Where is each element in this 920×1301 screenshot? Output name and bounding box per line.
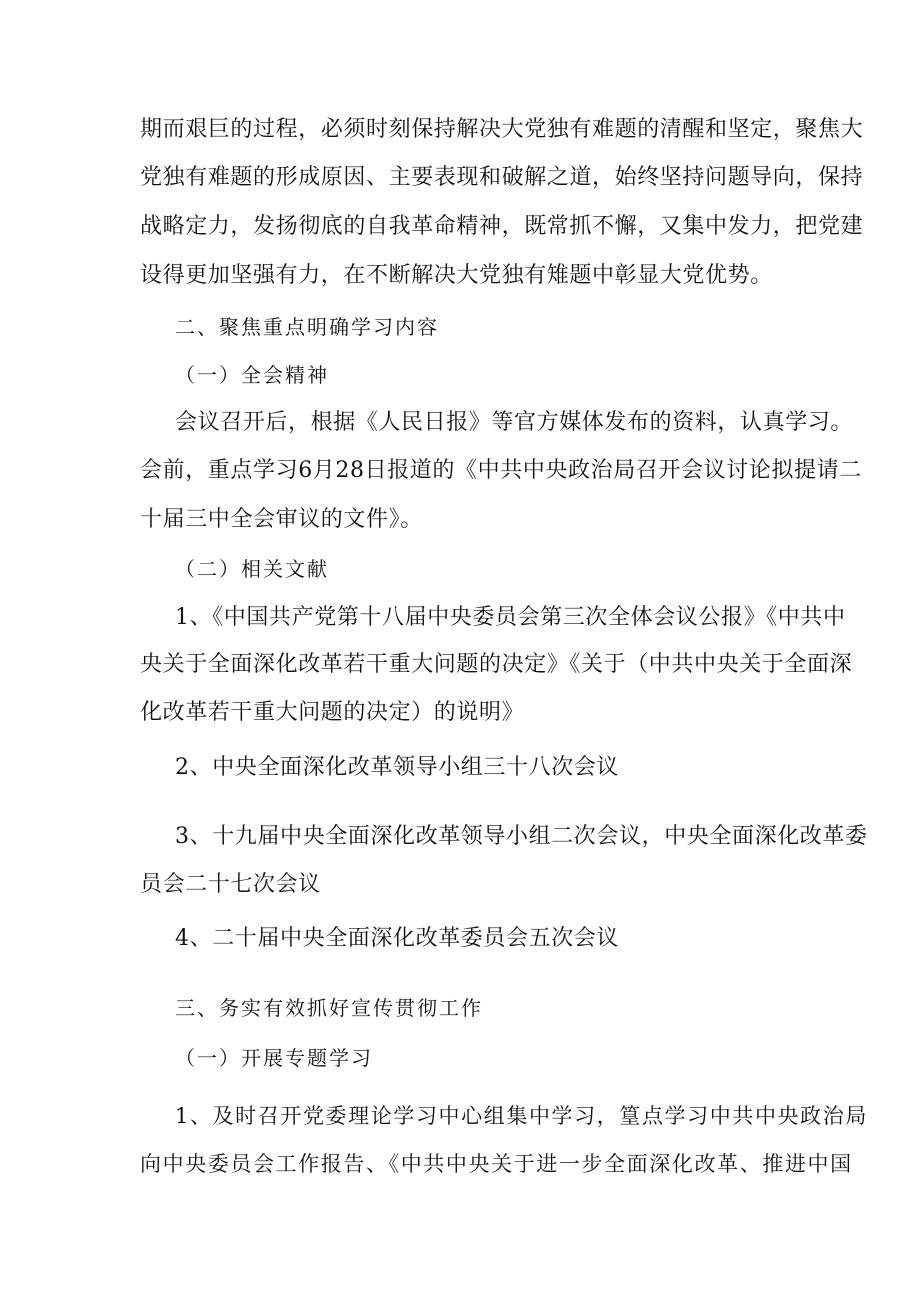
body-line: 战略定力，发扬彻底的自我革命精神，既常抓不懈，又集中发力，把党建 [140,214,864,239]
body-line: 会前，重点学习6月28日报道的《中共中央政治局召开会议讨论拟提请二 [140,458,862,483]
body-line: 员会二十七次会议 [140,872,321,897]
body-line: 期而艰巨的过程，必须时刻保持解决大党独有难题的清醒和坚定，聚焦大 [140,117,864,142]
subsection-heading: （二）相关文献 [175,557,329,581]
list-item-start: 1、《中国共产党第十八届中央委员会第三次全体会议公报》《中共中 [175,605,846,630]
subsection-heading: （一）开展专题学习 [175,1046,373,1070]
list-item-start: 3、十九届中央全面深化改革领导小组二次会议，中央全面深化改革委 [175,824,868,849]
body-line: 向中央委员会工作报告、《中共中央关于进一步全面深化改革、推进中国 [140,1152,853,1176]
section-heading: 二、聚焦重点明确学习内容 [175,315,439,339]
body-line: 化改革若干重大问题的决定）的说明》 [140,700,525,725]
paragraph-start: 会议召开后，根据《人民日报》等官方媒体发布的资料，认真学习。 [175,410,854,435]
body-line: 十届三中全会审议的文件》。 [140,507,423,532]
list-item-start: 1、及时召开党委理论学习中心组集中学习，篁点学习中共中央政治局 [175,1104,868,1128]
body-line: 设得更加坚强有力，在不断解决大党独有雉题中彰显大党优势。 [140,263,773,288]
subsection-heading: （一）全会精神 [175,363,329,387]
list-item: 2、中央全面深化改革领导小组三十八次会议 [175,755,619,780]
list-item: 4、二十届中央全面深化改革委员会五次会议 [175,926,619,951]
body-line: 党独有难题的形成原因、主要表现和破解之道，始终坚持问题导向，保持 [140,165,864,190]
section-heading: 三、务实有效抓好宣传贯彻工作 [175,996,483,1020]
body-line: 央关于全面深化改革若干重大问题的决定》《关于（中共中央关于全面深 [140,652,853,677]
